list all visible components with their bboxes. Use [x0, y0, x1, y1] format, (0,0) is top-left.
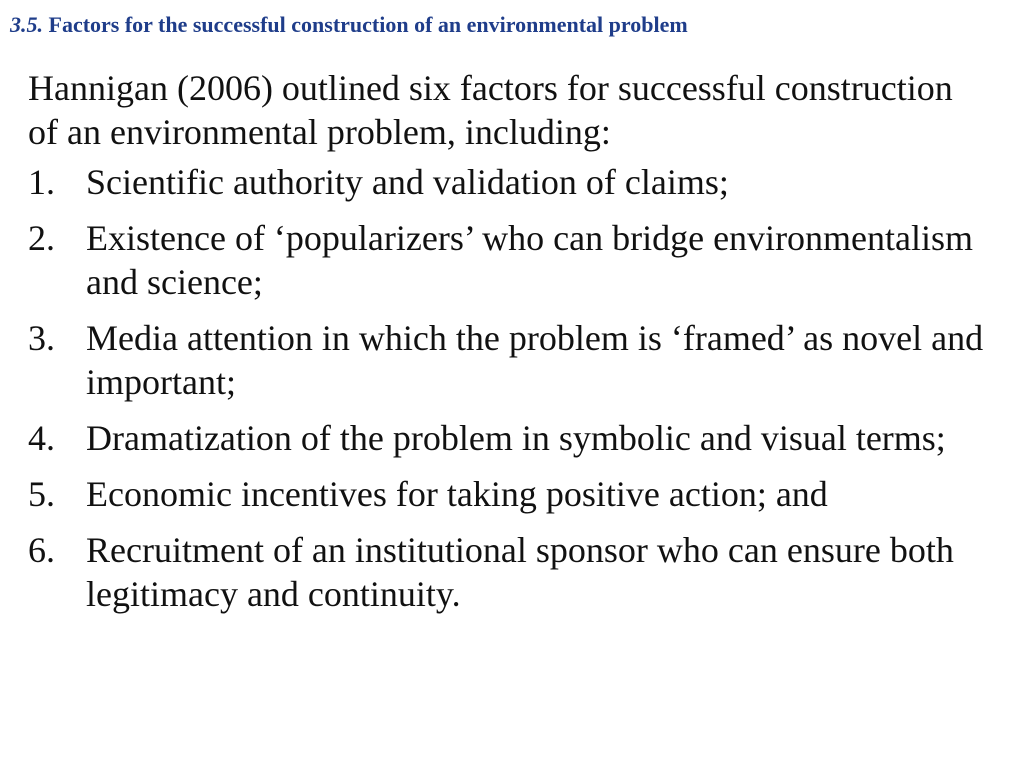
slide-title — [10, 10, 688, 40]
section-number: 3.5. — [10, 12, 43, 37]
list-item-number: 2. — [28, 218, 55, 258]
slide-body — [28, 66, 988, 628]
title-text: Factors for the successful construction of an environmental problem — [48, 12, 688, 37]
list-item-text: Dramatization of the problem in symbolic and visual terms; — [86, 418, 946, 458]
list-item — [28, 216, 988, 304]
list-item-number: 4. — [28, 418, 55, 458]
list-item — [28, 160, 988, 204]
list-item — [28, 472, 988, 516]
list-item-text: Recruitment of an institutional sponsor who can ensure both legitimacy and continuity. — [86, 530, 954, 614]
intro-paragraph: Hannigan (2006) outlined six factors for successful construction of an environmental problem, including: — [28, 68, 953, 152]
list-item-text: Media attention in which the problem is ‘framed’ as novel and important; — [86, 318, 984, 402]
list-item-text: Existence of ‘popularizers’ who can bridge environmentalism and science; — [86, 218, 974, 302]
list-item — [28, 528, 988, 616]
list-item-number: 5. — [28, 474, 55, 514]
list-item-number: 6. — [28, 530, 55, 570]
list-item-number: 3. — [28, 318, 55, 358]
factors-list — [28, 160, 988, 616]
list-item — [28, 416, 988, 460]
list-item — [28, 316, 988, 404]
list-item-number: 1. — [28, 162, 55, 202]
list-item-text: Economic incentives for taking positive action; and — [86, 474, 828, 514]
list-item-text: Scientific authority and validation of claims; — [86, 162, 729, 202]
